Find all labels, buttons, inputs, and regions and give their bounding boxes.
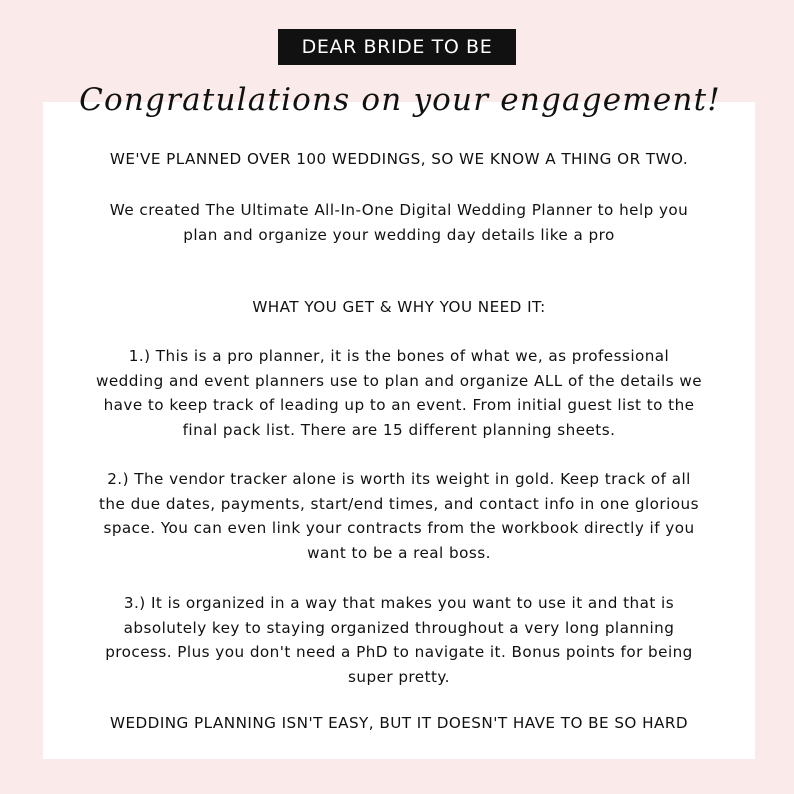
closing-line: WEDDING PLANNING ISN'T EASY, BUT IT DOESN'T HAVE TO BE SO HARD (110, 714, 688, 732)
closing-heading (43, 711, 755, 736)
point-1-paragraph (43, 344, 755, 442)
point-2-line-2: the due dates, payments, start/end times, and contact info in one glorious (99, 494, 699, 513)
point-3-line-4: super pretty. (348, 667, 450, 686)
what-you-get-line: WHAT YOU GET & WHY YOU NEED IT: (252, 298, 546, 316)
point-3-line-2: absolutely key to staying organized throughout a very long planning (123, 618, 675, 637)
header-badge: DEAR BRIDE TO BE (278, 29, 516, 65)
created-line-1: We created The Ultimate All-In-One Digital Wedding Planner to help you (109, 201, 689, 219)
script-title-text: Congratulations on your engagement! (79, 82, 721, 118)
created-line-2: plan and organize your wedding day details like a pro (183, 225, 615, 244)
point-2-line-3: space. You can even link your contracts from the workbook directly if you (103, 519, 695, 537)
point-1-line-1: 1.) This is a pro planner, it is the bones of what we, as professional (128, 347, 670, 365)
point-3-line-3: process. Plus you don't need a PhD to navigate it. Bonus points for being (105, 643, 693, 661)
point-1-line-3: have to keep track of leading up to an event. From initial guest list to the (103, 396, 695, 414)
intro-heading (43, 147, 755, 172)
point-1-line-2: wedding and event planners use to plan and organize ALL of the details we (96, 371, 702, 390)
created-paragraph (43, 198, 755, 247)
point-3-line-1: 3.) It is organized in a way that makes you want to use it and that is (123, 594, 675, 612)
script-title (79, 70, 721, 128)
intro-line: WE'VE PLANNED OVER 100 WEDDINGS, SO WE KNOW A THING OR TWO. (109, 150, 689, 168)
what-you-get-heading (43, 295, 755, 320)
point-2-line-1: 2.) The vendor tracker alone is worth its weight in gold. Keep track of all (107, 470, 691, 488)
point-3-paragraph (43, 591, 755, 689)
point-2-paragraph (43, 467, 755, 565)
point-1-line-4: final pack list. There are 15 different planning sheets. (182, 420, 616, 439)
point-2-line-4: want to be a real boss. (307, 543, 491, 562)
